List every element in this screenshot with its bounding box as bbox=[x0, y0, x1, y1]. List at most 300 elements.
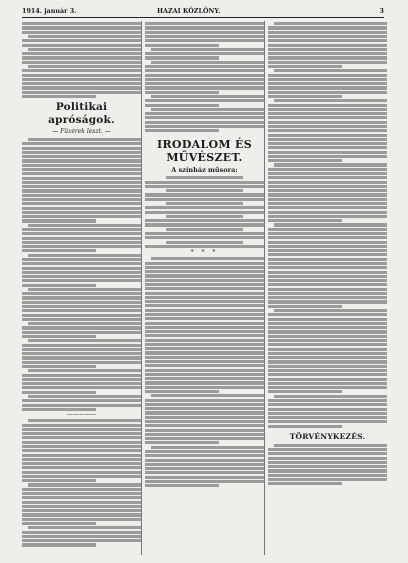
header-title: HAZAI KÖZLÖNY. bbox=[157, 7, 221, 15]
text-line bbox=[22, 211, 141, 214]
text-line bbox=[22, 56, 141, 59]
text-line bbox=[22, 207, 141, 210]
text-line bbox=[145, 411, 264, 414]
text-line bbox=[268, 425, 342, 428]
text-line bbox=[274, 69, 387, 72]
text-line bbox=[145, 416, 264, 419]
text-line bbox=[151, 108, 264, 111]
text-line bbox=[22, 155, 141, 158]
text-line bbox=[22, 185, 141, 188]
column-right bbox=[268, 21, 387, 487]
text-line bbox=[268, 168, 387, 171]
text-line bbox=[151, 446, 264, 449]
text-line bbox=[22, 471, 141, 474]
text-line bbox=[22, 91, 141, 94]
text-line bbox=[145, 326, 264, 329]
text-line bbox=[274, 444, 387, 447]
text-line bbox=[22, 159, 141, 162]
text-line bbox=[268, 185, 387, 188]
text-line bbox=[28, 419, 141, 422]
text-line bbox=[268, 322, 387, 325]
text-line bbox=[268, 300, 387, 303]
text-line bbox=[145, 211, 264, 214]
text-line bbox=[22, 168, 141, 171]
text-line bbox=[145, 484, 219, 487]
text-line bbox=[22, 344, 141, 347]
text-line bbox=[268, 469, 387, 472]
text-line bbox=[22, 237, 141, 240]
text-line bbox=[268, 172, 387, 175]
text-line bbox=[268, 138, 387, 141]
text-block bbox=[268, 444, 387, 486]
text-line bbox=[22, 386, 141, 389]
text-line bbox=[268, 448, 387, 451]
column-divider bbox=[141, 21, 142, 555]
text-line bbox=[268, 211, 387, 214]
text-line bbox=[28, 322, 141, 325]
text-line bbox=[268, 52, 387, 55]
text-line bbox=[145, 129, 219, 132]
text-line bbox=[145, 433, 264, 436]
text-line bbox=[268, 159, 342, 162]
text-line bbox=[268, 215, 387, 218]
text-line bbox=[22, 241, 141, 244]
text-line bbox=[22, 215, 141, 218]
text-line bbox=[22, 462, 141, 465]
text-line bbox=[22, 142, 141, 145]
text-line bbox=[145, 193, 264, 196]
text-line bbox=[268, 206, 387, 209]
text-line bbox=[145, 369, 264, 372]
text-line bbox=[145, 347, 264, 350]
text-line bbox=[145, 360, 264, 363]
text-line bbox=[145, 219, 264, 222]
text-line bbox=[268, 343, 387, 346]
text-line bbox=[22, 314, 141, 317]
text-line bbox=[145, 377, 264, 380]
text-line bbox=[268, 125, 387, 128]
section-subheading: A színház műsora: bbox=[171, 166, 238, 175]
text-line bbox=[22, 492, 141, 495]
text-block bbox=[145, 257, 264, 487]
text-line bbox=[268, 266, 387, 269]
text-line bbox=[28, 65, 141, 68]
text-line bbox=[268, 305, 342, 308]
text-line bbox=[22, 428, 141, 431]
text-line bbox=[274, 309, 387, 312]
text-line bbox=[145, 463, 264, 466]
text-line bbox=[22, 177, 141, 180]
section-subheading: — Füzérek leszt. — bbox=[52, 128, 111, 136]
text-line bbox=[268, 373, 387, 376]
text-line bbox=[22, 258, 141, 261]
text-line bbox=[145, 292, 264, 295]
text-line bbox=[145, 343, 264, 346]
text-line bbox=[22, 404, 141, 407]
text-line bbox=[22, 399, 141, 402]
text-line bbox=[22, 249, 96, 252]
text-line bbox=[145, 309, 264, 312]
text-line bbox=[145, 441, 219, 444]
text-line bbox=[22, 147, 141, 150]
text-line bbox=[268, 202, 387, 205]
text-line bbox=[268, 121, 387, 124]
text-line bbox=[22, 513, 141, 516]
text-line bbox=[145, 121, 264, 124]
text-line bbox=[268, 478, 387, 481]
text-line bbox=[145, 112, 264, 115]
text-line bbox=[268, 352, 387, 355]
text-line bbox=[145, 86, 264, 89]
text-line bbox=[22, 326, 141, 329]
text-line bbox=[145, 459, 264, 462]
text-line bbox=[145, 386, 264, 389]
text-line bbox=[268, 61, 387, 64]
text-line bbox=[145, 296, 264, 299]
text-line bbox=[268, 318, 387, 321]
text-line bbox=[145, 223, 264, 226]
text-line bbox=[22, 445, 141, 448]
text-line bbox=[145, 373, 264, 376]
text-line bbox=[145, 274, 264, 277]
section-heading: TÖRVÉNYKEZÉS. bbox=[289, 431, 366, 441]
text-line bbox=[268, 360, 387, 363]
text-line bbox=[28, 254, 141, 257]
text-line bbox=[145, 403, 264, 406]
text-line bbox=[22, 539, 141, 542]
text-line bbox=[268, 452, 387, 455]
text-line bbox=[145, 356, 264, 359]
text-line bbox=[22, 318, 141, 321]
text-line bbox=[268, 129, 387, 132]
text-line bbox=[145, 480, 264, 483]
text-line bbox=[22, 284, 96, 287]
text-line bbox=[268, 82, 387, 85]
text-line bbox=[268, 134, 387, 137]
text-line bbox=[145, 232, 264, 235]
text-line bbox=[22, 164, 141, 167]
text-line bbox=[22, 31, 141, 34]
text-line bbox=[22, 44, 141, 47]
text-line bbox=[268, 151, 387, 154]
text-line bbox=[145, 125, 264, 128]
text-line bbox=[22, 479, 96, 482]
text-line bbox=[268, 228, 387, 231]
text-line bbox=[151, 48, 264, 51]
text-line bbox=[268, 253, 387, 256]
text-line bbox=[145, 206, 264, 209]
text-line bbox=[151, 61, 264, 64]
text-line bbox=[145, 300, 264, 303]
text-line bbox=[145, 313, 264, 316]
text-line bbox=[268, 262, 387, 265]
text-line bbox=[145, 467, 264, 470]
text-line bbox=[22, 198, 141, 201]
text-line bbox=[28, 224, 141, 227]
text-line bbox=[268, 176, 387, 179]
text-line bbox=[268, 155, 387, 158]
text-line bbox=[145, 476, 264, 479]
text-line bbox=[268, 86, 387, 89]
text-line bbox=[22, 518, 141, 521]
text-line bbox=[28, 35, 141, 38]
text-block bbox=[22, 22, 141, 98]
text-line bbox=[22, 78, 141, 81]
text-line bbox=[268, 181, 387, 184]
text-line bbox=[145, 304, 264, 307]
text-line bbox=[268, 74, 387, 77]
text-line bbox=[268, 56, 387, 59]
text-line bbox=[268, 275, 387, 278]
text-line bbox=[268, 420, 387, 423]
text-line bbox=[145, 270, 264, 273]
text-line bbox=[268, 365, 387, 368]
text-line bbox=[268, 412, 387, 415]
text-line bbox=[22, 202, 141, 205]
text-line bbox=[28, 369, 141, 372]
text-line bbox=[28, 483, 141, 486]
text-line bbox=[22, 408, 96, 411]
text-line bbox=[22, 374, 141, 377]
text-line bbox=[166, 228, 242, 231]
text-line bbox=[145, 317, 264, 320]
text-line bbox=[22, 271, 141, 274]
text-line bbox=[145, 22, 264, 25]
text-line bbox=[145, 330, 264, 333]
text-line bbox=[145, 279, 264, 282]
text-line bbox=[151, 394, 264, 397]
text-line bbox=[268, 39, 387, 42]
text-line bbox=[22, 466, 141, 469]
text-line bbox=[22, 391, 96, 394]
text-line bbox=[268, 146, 387, 149]
text-line bbox=[22, 74, 141, 77]
text-line bbox=[268, 112, 387, 115]
text-line bbox=[22, 531, 141, 534]
text-line bbox=[145, 351, 264, 354]
text-line bbox=[268, 339, 387, 342]
separator: * * * bbox=[190, 249, 219, 257]
text-block bbox=[268, 22, 387, 428]
text-line bbox=[22, 95, 96, 98]
text-line bbox=[151, 95, 264, 98]
text-block bbox=[145, 61, 264, 133]
text-line bbox=[28, 288, 141, 291]
text-line bbox=[28, 339, 141, 342]
text-line bbox=[22, 441, 141, 444]
text-line bbox=[22, 505, 141, 508]
text-line bbox=[268, 65, 342, 68]
text-line bbox=[145, 339, 264, 342]
text-line bbox=[22, 348, 141, 351]
text-line bbox=[268, 382, 387, 385]
text-line bbox=[268, 482, 342, 485]
text-line bbox=[268, 461, 387, 464]
text-line bbox=[145, 429, 264, 432]
text-block bbox=[22, 419, 141, 546]
text-line bbox=[22, 82, 141, 85]
text-line bbox=[145, 185, 264, 188]
text-line bbox=[22, 331, 141, 334]
text-line bbox=[274, 163, 387, 166]
text-line bbox=[145, 424, 264, 427]
text-line bbox=[22, 69, 141, 72]
text-line bbox=[22, 296, 141, 299]
text-line bbox=[268, 356, 387, 359]
text-line bbox=[268, 279, 387, 282]
text-line bbox=[22, 267, 141, 270]
text-line bbox=[268, 104, 387, 107]
text-line bbox=[166, 241, 242, 244]
text-line bbox=[268, 26, 387, 29]
text-line bbox=[145, 390, 219, 393]
text-line bbox=[268, 378, 387, 381]
theatre-program bbox=[145, 176, 264, 248]
text-line bbox=[22, 488, 141, 491]
text-line bbox=[22, 356, 141, 359]
text-line bbox=[28, 138, 141, 141]
text-line bbox=[22, 301, 141, 304]
text-line bbox=[145, 381, 264, 384]
text-line bbox=[268, 249, 387, 252]
text-line bbox=[268, 292, 387, 295]
text-line bbox=[268, 258, 387, 261]
text-line bbox=[145, 450, 264, 453]
text-line bbox=[268, 31, 387, 34]
text-line bbox=[22, 424, 141, 427]
text-line bbox=[268, 408, 387, 411]
text-line bbox=[22, 458, 141, 461]
text-line bbox=[145, 35, 264, 38]
text-line bbox=[268, 313, 387, 316]
text-line bbox=[274, 223, 387, 226]
running-header bbox=[22, 7, 384, 17]
text-line bbox=[22, 86, 141, 89]
text-line bbox=[268, 198, 387, 201]
text-line bbox=[22, 232, 141, 235]
text-line bbox=[268, 296, 387, 299]
text-line bbox=[268, 48, 387, 51]
text-line bbox=[268, 189, 387, 192]
text-line bbox=[274, 99, 387, 102]
text-line bbox=[268, 44, 387, 47]
text-line bbox=[22, 352, 141, 355]
text-line bbox=[145, 407, 264, 410]
text-line bbox=[268, 416, 387, 419]
text-line bbox=[166, 176, 242, 179]
text-line bbox=[22, 151, 141, 154]
text-line bbox=[22, 262, 141, 265]
text-line bbox=[145, 65, 264, 68]
header-page-number: 3 bbox=[379, 7, 384, 15]
text-line bbox=[145, 56, 219, 59]
text-line bbox=[166, 189, 242, 192]
text-line bbox=[145, 116, 264, 119]
text-line bbox=[268, 116, 387, 119]
text-line bbox=[145, 91, 219, 94]
text-line bbox=[145, 334, 264, 337]
text-line bbox=[22, 52, 141, 55]
text-line bbox=[268, 283, 387, 286]
text-line bbox=[268, 193, 387, 196]
text-line bbox=[268, 326, 387, 329]
text-line bbox=[268, 288, 387, 291]
text-line bbox=[145, 471, 264, 474]
text-line bbox=[145, 437, 264, 440]
text-line bbox=[22, 378, 141, 381]
text-line bbox=[145, 322, 264, 325]
text-line bbox=[145, 262, 264, 265]
text-line bbox=[22, 181, 141, 184]
text-line bbox=[22, 432, 141, 435]
text-line bbox=[268, 271, 387, 274]
text-line bbox=[22, 26, 141, 29]
text-line bbox=[268, 35, 387, 38]
text-line bbox=[268, 330, 387, 333]
text-line bbox=[268, 236, 387, 239]
text-line bbox=[22, 292, 141, 295]
text-line bbox=[22, 543, 96, 546]
text-line bbox=[22, 535, 141, 538]
text-line bbox=[145, 198, 264, 201]
text-block bbox=[22, 138, 141, 411]
text-line bbox=[145, 266, 264, 269]
text-line bbox=[22, 436, 141, 439]
section-heading: IRODALOM ÉS MŰVÉSZET. bbox=[157, 138, 252, 165]
text-line bbox=[22, 475, 141, 478]
text-line bbox=[22, 279, 141, 282]
text-line bbox=[268, 232, 387, 235]
text-line bbox=[145, 181, 264, 184]
text-line bbox=[145, 52, 264, 55]
text-line bbox=[268, 390, 342, 393]
text-line bbox=[145, 99, 264, 102]
text-line bbox=[22, 194, 141, 197]
text-line bbox=[268, 386, 387, 389]
header-rule bbox=[22, 17, 384, 18]
text-line bbox=[268, 403, 387, 406]
text-line bbox=[22, 228, 141, 231]
text-line bbox=[166, 202, 242, 205]
text-line bbox=[22, 382, 141, 385]
text-line bbox=[268, 241, 387, 244]
text-line bbox=[268, 348, 387, 351]
text-line bbox=[22, 219, 96, 222]
text-line bbox=[28, 395, 141, 398]
text-line bbox=[22, 454, 141, 457]
text-line bbox=[145, 69, 264, 72]
text-line bbox=[22, 365, 96, 368]
text-line bbox=[145, 78, 264, 81]
text-line bbox=[268, 465, 387, 468]
text-line bbox=[268, 457, 387, 460]
text-line bbox=[268, 474, 387, 477]
text-line bbox=[268, 91, 387, 94]
text-line bbox=[22, 245, 141, 248]
text-line bbox=[145, 44, 219, 47]
text-line bbox=[145, 399, 264, 402]
text-line bbox=[22, 22, 141, 25]
text-line bbox=[22, 522, 96, 525]
text-line bbox=[145, 283, 264, 286]
text-line bbox=[145, 104, 219, 107]
text-line bbox=[151, 257, 264, 260]
text-line bbox=[145, 26, 264, 29]
text-line bbox=[268, 335, 387, 338]
text-line bbox=[145, 287, 264, 290]
column-divider bbox=[264, 21, 265, 555]
text-line bbox=[22, 275, 141, 278]
